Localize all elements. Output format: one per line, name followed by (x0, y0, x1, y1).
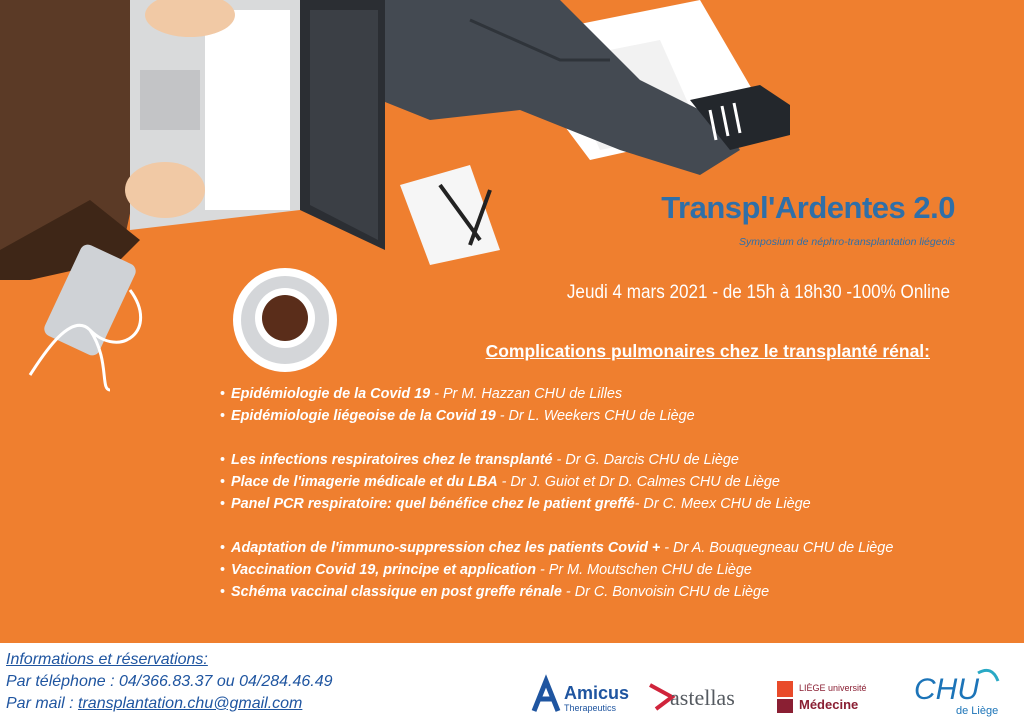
program-item: • Epidémiologie de la Covid 19 - Pr M. Hazzan CHU de Lilles (220, 386, 623, 402)
contact-info (6, 649, 333, 715)
program-item: • Panel PCR respiratoire: quel bénéfice chez le patient greffé- Dr C. Meex CHU de Liège (220, 496, 811, 512)
program-list (220, 383, 1020, 603)
liege-universite-logo (775, 677, 895, 717)
footer (0, 643, 1024, 721)
program-heading: Complications pulmonaires chez le transplanté rénal: (485, 341, 930, 361)
info-label: Informations et réservations: (6, 651, 208, 668)
svg-text:CHU: CHU (914, 673, 979, 706)
svg-text:LIÈGE université: LIÈGE université (799, 683, 867, 693)
svg-text:de Liège: de Liège (956, 705, 999, 717)
coffee-cup-illustration (233, 268, 337, 372)
program-item: • Schéma vaccinal classique en post greffe rénale - Dr C. Bonvoisin CHU de Liège (220, 584, 770, 600)
event-title: Transpl'Ardentes 2.0 (661, 190, 955, 225)
mail-line: Par mail : transplantation.chu@gmail.com (6, 695, 303, 712)
chu-liege-logo (912, 665, 1012, 719)
event-date: Jeudi 4 mars 2021 - de 15h à 18h30 -100% Online (566, 282, 950, 303)
program-item: • Vaccination Covid 19, principe et application - Pr M. Moutschen CHU de Liège (220, 562, 752, 578)
mail-link[interactable]: transplantation.chu@gmail.com (78, 695, 303, 712)
program-item: • Les infections respiratoires chez le transplanté - Dr G. Darcis CHU de Liège (220, 452, 739, 468)
astellas-logo (648, 675, 758, 715)
svg-text:astellas: astellas (670, 685, 735, 710)
phone-line: Par téléphone : 04/366.83.37 ou 04/284.46.49 (6, 673, 333, 690)
event-subtitle: Symposium de néphro-transplantation liégeois (739, 236, 955, 248)
program-item: • Place de l'imagerie médicale et du LBA - Dr J. Guiot et Dr D. Calmes CHU de Liège (220, 474, 780, 490)
program-item: • Adaptation de l'immuno-suppression chez les patients Covid + - Dr A. Bouquegneau CHU de Liège (220, 540, 894, 556)
svg-text:Médecine: Médecine (799, 697, 859, 712)
svg-text:Amicus: Amicus (564, 683, 630, 703)
amicus-logo (530, 673, 650, 717)
svg-text:Therapeutics: Therapeutics (564, 703, 617, 713)
program-item: • Epidémiologie liégeoise de la Covid 19 - Dr L. Weekers CHU de Liège (220, 408, 695, 424)
